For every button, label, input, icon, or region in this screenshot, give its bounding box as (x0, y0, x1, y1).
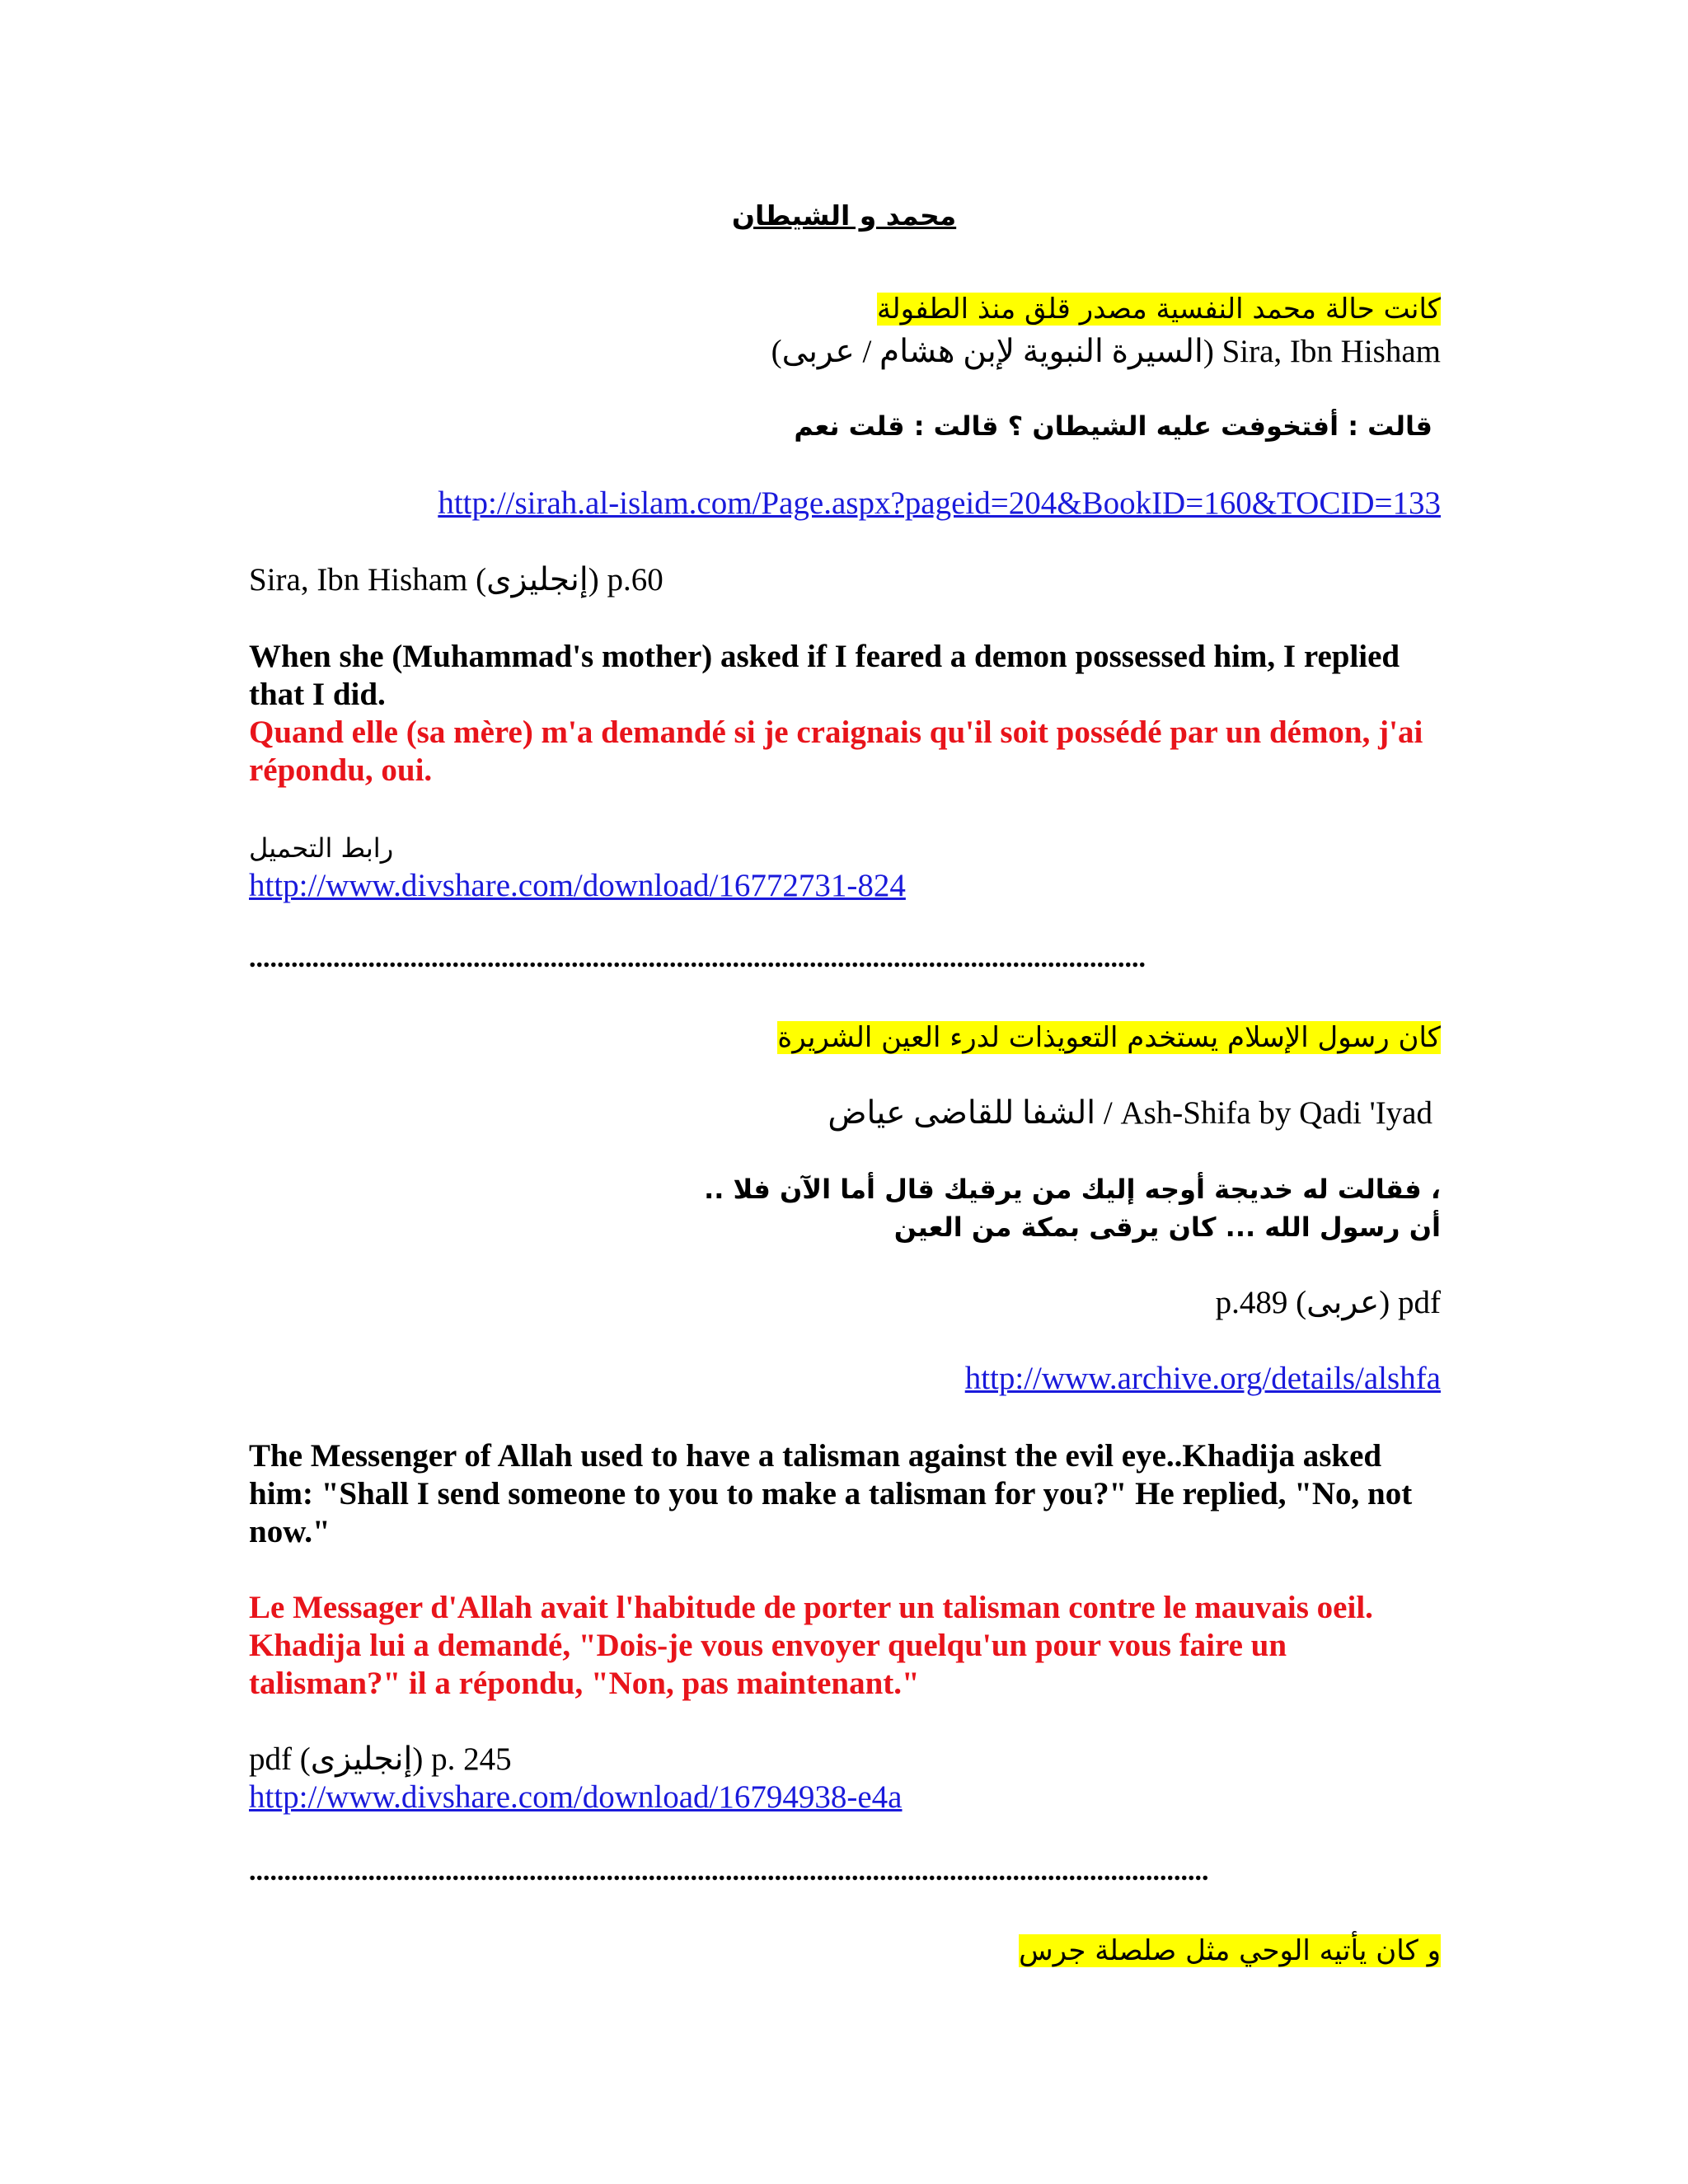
section1-link-ar[interactable]: http://sirah.al-islam.com/Page.aspx?pageid=204&BookID=160&TOCID=133 (438, 485, 1441, 521)
page-title: محمد و الشيطان (731, 199, 957, 232)
section2-quote-fr: Le Messager d'Allah avait l'habitude de porter un talisman contre le mauvais oeil. Khadija lui a demandé, "Dois-je vous envoyer quelqu'un pour vous faire un talisman?" il a répondu, "Non, pas maintenant." (249, 1590, 1373, 1701)
section2-quote-ar-line2: أن رسول الله ... كان يرقى بمكة من العين (893, 1212, 1441, 1243)
section1-download-label: رابط التحميل (249, 832, 394, 864)
section2-quote-en: The Messenger of Allah used to have a talisman against the evil eye..Khadija asked him: "Shall I send someone to you to make a talisman for you?" He replied, "No, not now." (249, 1438, 1413, 1549)
section1-link-ar-row (249, 485, 1441, 523)
section1-heading: كانت حالة محمد النفسية مصدر قلق منذ الطفولة (877, 293, 1441, 326)
section1-download-link[interactable]: http://www.divshare.com/download/16772731-824 (249, 868, 906, 903)
section3-heading-row (249, 1932, 1441, 1970)
section2-quote-ar-line1: ، فقالت له خديجة أوجه إليك من يرقيك قال أما الآن فلا .. (704, 1174, 1441, 1205)
section2-pdf-ar: pdf (عربى) p.489 (1215, 1285, 1441, 1320)
section1-quote-fr: Quand elle (sa mère) m'a demandé si je craignais qu'il soit possédé par un démon, j'ai répondu, oui. (249, 715, 1423, 788)
section2-heading-row (249, 1019, 1441, 1057)
section2-link-ar[interactable]: http://www.archive.org/details/alshfa (964, 1361, 1441, 1396)
section2-pdf-en: pdf (إنجليزى) p. 245 (249, 1741, 512, 1777)
section1-quote-en: When she (Muhammad's mother) asked if I feared a demon possessed him, I replied that I did. (249, 639, 1400, 712)
section2-link-en[interactable]: http://www.divshare.com/download/16794938-e4a (249, 1779, 903, 1815)
section1-quote-ar: قالت : أفتخوفت عليه الشيطان ؟ قالت : قلت نعم (794, 410, 1432, 442)
section1-heading-row (249, 290, 1441, 328)
section1-source-en: Sira, Ibn Hisham (إنجليزى) p.60 (249, 562, 663, 598)
section2-link-ar-row (249, 1360, 1441, 1398)
section1-source-ar: Sira, Ibn Hisham (السيرة النبوية لإبن هشام / عربى) (771, 334, 1441, 369)
separator-1: ................................................................................................................................ (249, 943, 1146, 973)
section3-heading: و كان يأتيه الوحي مثل صلصلة جرس (1019, 1934, 1441, 1967)
section1-download-row (249, 867, 1441, 905)
section2-heading: كان رسول الإسلام يستخدم التعويذات لدرء العين الشريرة (777, 1021, 1441, 1054)
section2-source: Ash-Shifa by Qadi 'Iyad / الشفا للقاضى عياض (828, 1095, 1432, 1131)
separator-2: ......................................................................................................................................... (249, 1856, 1209, 1886)
section2-link-en-row (249, 1779, 1441, 1816)
